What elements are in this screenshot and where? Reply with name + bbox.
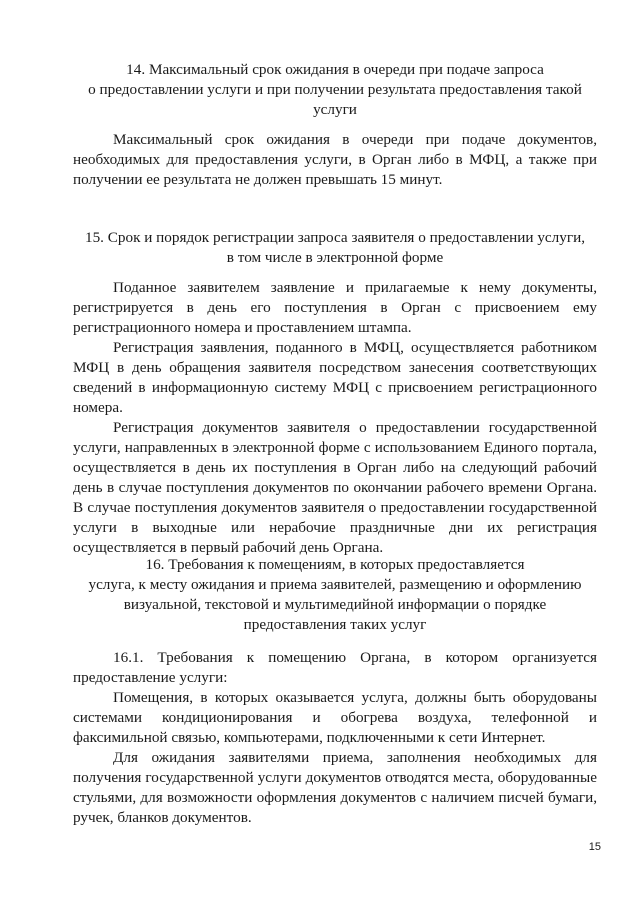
section-16-body xyxy=(73,648,597,828)
paragraph: Регистрация документов заявителя о предоставлении государственной услуги, направленных в электронной форме с использованием Единого портала, осуществляется в день их поступления в Орган либо на следующий рабочий день в случае поступления документов по окончании рабочего времени Органа. В случае поступления документов заявителя о предоставлении государственной услуги в выходные или нерабочие праздничные дни их регистрация осуществляется в первый рабочий день Органа. xyxy=(73,419,597,556)
heading-line: визуальной, текстовой и мультимедийной информации о порядке xyxy=(123,596,547,613)
heading-line: услуга, к месту ожидания и приема заявителей, размещению и оформлению xyxy=(88,576,582,593)
heading-line: 16. Требования к помещениям, в которых предоставляется xyxy=(145,556,525,573)
heading-line: 15. Срок и порядок регистрации запроса заявителя о предоставлении услуги, xyxy=(84,229,586,246)
paragraph: Для ожидания заявителями приема, заполнения необходимых для получения государственной услуги документов отводятся места, оборудованные стульями, для возможности оформления документов с наличием писчей бумаги, ручек, бланков документов. xyxy=(73,749,597,826)
paragraph: Регистрация заявления, поданного в МФЦ, осуществляется работником МФЦ в день обращения заявителя посредством занесения соответствующих сведений в информационную систему МФЦ с присвоением регистрационного номера. xyxy=(73,339,597,416)
paragraph: Максимальный срок ожидания в очереди при подаче документов, необходимых для предоставления услуги, в Орган либо в МФЦ, а также при получении ее результата не должен превышать 15 минут. xyxy=(73,131,597,188)
section-14-body xyxy=(73,130,597,190)
paragraph: Помещения, в которых оказывается услуга, должны быть оборудованы системами кондиционирования и обогрева воздуха, телефонной и факсимильной связью, компьютерами, подключенными к сети Интернет. xyxy=(73,689,597,746)
heading-line: услуги xyxy=(313,101,357,118)
section-16-heading xyxy=(70,555,600,635)
section-14-heading xyxy=(70,60,600,120)
heading-line: предоставления таких услуг xyxy=(243,616,427,633)
heading-line: 14. Максимальный срок ожидания в очереди при подаче запроса xyxy=(126,61,544,78)
section-15-heading xyxy=(70,228,600,268)
section-15-body xyxy=(73,278,597,558)
page-number: 15 xyxy=(588,841,601,853)
heading-line: в том числе в электронной форме xyxy=(226,249,444,266)
heading-line: о предоставлении услуги и при получении результата предоставления такой xyxy=(88,81,582,98)
paragraph: 16.1. Требования к помещению Органа, в котором организуется предоставление услуги: xyxy=(73,649,597,686)
paragraph: Поданное заявителем заявление и прилагаемые к нему документы, регистрируется в день его поступления в Орган с присвоением ему регистрационного номера и проставлением штампа. xyxy=(73,279,597,336)
